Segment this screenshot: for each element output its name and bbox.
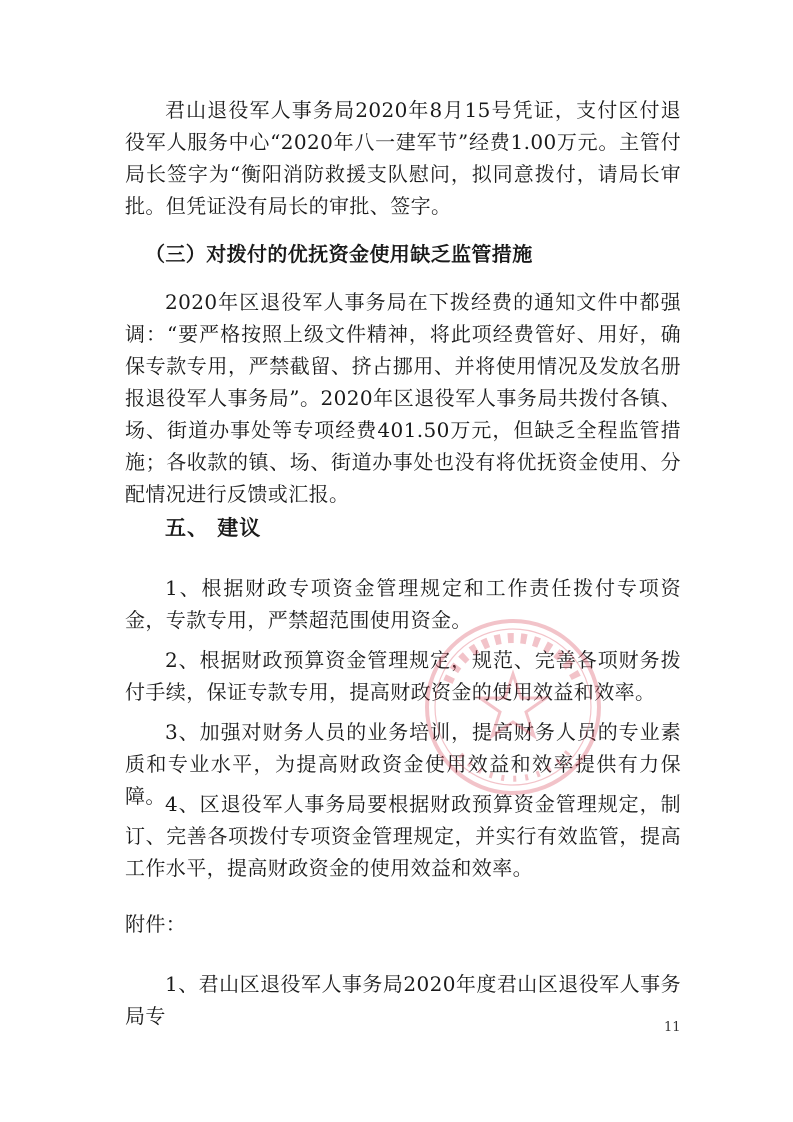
- paragraph-voucher: 君山退役军人事务局2020年8月15号凭证，支付区付退役军人服务中心“2020年八一建军节”经费1.00万元。主管付局长签字为“衡阳消防救援支队慰问，拟同意拨付，请局长审批。但凭证没有局长的审批、签字。: [125, 98, 681, 218]
- recommendation-item-3: 3、加强对财务人员的业务培训，提高财务人员的专业素质和专业水平，为提高财政资金使用效益和效率提供有力保障。: [125, 720, 681, 808]
- subheading-supervision: （三）对拨付的优抚资金使用缺乏监管措施: [145, 242, 533, 266]
- recommendation-item-4: 4、区退役军人事务局要根据财政预算资金管理规定，制订、完善各项拨付专项资金管理规定，并实行有效监管，提高工作水平，提高财政资金的使用效益和效率。: [125, 792, 681, 880]
- paragraph-funds-supervision: 2020年区退役军人事务局在下拨经费的通知文件中都强调：“要严格按照上级文件精神，将此项经费管好、用好，确保专款专用，严禁截留、挤占挪用、并将使用情况及发放名册报退役军人事务局”。2020年区退役军人事务局共拨付各镇、场、街道办事处等专项经费401.50万元，但缺乏全程监管措施；各收款的镇、场、街道办事处也没有将优抚资金使用、分配情况进行反馈或汇报。: [125, 290, 681, 506]
- section-heading-recommendations: 五、 建议: [165, 516, 262, 540]
- attachments-label: 附件：: [125, 912, 187, 936]
- page-number: 11: [664, 1020, 681, 1035]
- attachment-item-1: 1、君山区退役军人事务局2020年度君山区退役军人事务局专: [125, 972, 681, 1028]
- recommendation-item-1: 1、根据财政专项资金管理规定和工作责任拨付专项资金，专款专用，严禁超范围使用资金。: [125, 576, 681, 632]
- recommendation-item-2: 2、根据财政预算资金管理规定，规范、完善各项财务拨付手续，保证专款专用，提高财政资金的使用效益和效率。: [125, 648, 681, 704]
